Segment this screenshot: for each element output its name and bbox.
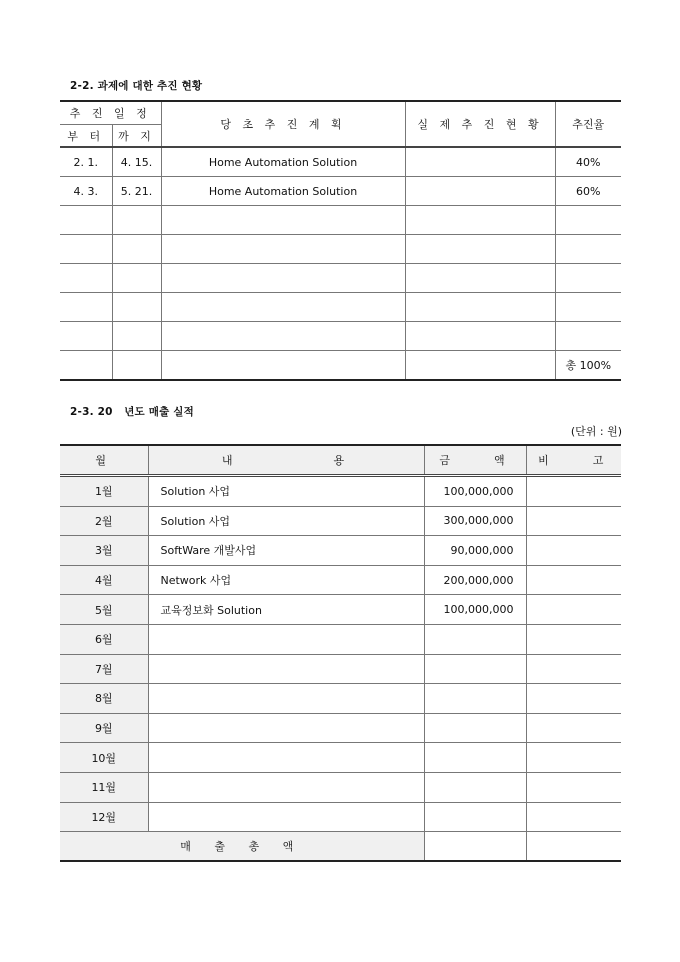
cell-to xyxy=(112,322,161,351)
total-amount xyxy=(424,832,526,862)
header-schedule: 추 진 일 정 xyxy=(60,101,161,125)
cell-content: 교육정보화 Solution xyxy=(148,595,424,625)
table-row xyxy=(60,147,621,177)
cell-amount xyxy=(424,654,526,684)
cell-content xyxy=(148,743,424,773)
cell-note xyxy=(526,536,621,566)
cell-content xyxy=(148,624,424,654)
cell-content xyxy=(148,772,424,802)
cell-month: 5월 xyxy=(60,595,148,625)
cell-from xyxy=(60,322,112,351)
cell-to xyxy=(112,235,161,264)
cell-note xyxy=(526,654,621,684)
cell-note xyxy=(526,772,621,802)
cell-amount xyxy=(424,743,526,773)
table-row xyxy=(60,476,621,507)
total-note xyxy=(526,832,621,862)
cell-rate xyxy=(555,235,621,264)
cell-amount xyxy=(424,713,526,743)
cell-from xyxy=(60,235,112,264)
cell-actual xyxy=(405,235,555,264)
cell-actual xyxy=(405,322,555,351)
cell-note xyxy=(526,595,621,625)
cell-month: 4월 xyxy=(60,565,148,595)
section-title-progress: 2-2. 과제에 대한 추진 현황 xyxy=(70,80,203,92)
cell-plan: Home Automation Solution xyxy=(161,177,405,206)
total-row xyxy=(60,832,621,862)
table-row xyxy=(60,235,621,264)
cell-amount: 100,000,000 xyxy=(424,476,526,507)
cell-month: 6월 xyxy=(60,624,148,654)
cell-plan xyxy=(161,351,405,381)
cell-rate xyxy=(555,293,621,322)
cell-actual xyxy=(405,147,555,177)
cell-from xyxy=(60,264,112,293)
cell-content xyxy=(148,713,424,743)
table-row xyxy=(60,565,621,595)
table-row xyxy=(60,595,621,625)
table-row xyxy=(60,713,621,743)
cell-note xyxy=(526,506,621,536)
cell-month: 9월 xyxy=(60,713,148,743)
cell-plan xyxy=(161,264,405,293)
cell-amount: 300,000,000 xyxy=(424,506,526,536)
cell-from xyxy=(60,293,112,322)
cell-amount xyxy=(424,684,526,714)
table-row xyxy=(60,654,621,684)
header-rate: 추진율 xyxy=(555,101,621,147)
header-from: 부 터 xyxy=(60,125,112,148)
cell-to xyxy=(112,351,161,381)
cell-amount: 90,000,000 xyxy=(424,536,526,566)
cell-amount xyxy=(424,802,526,832)
header-month: 월 xyxy=(60,445,148,476)
cell-content: Solution 사업 xyxy=(148,506,424,536)
cell-note xyxy=(526,802,621,832)
table-row xyxy=(60,177,621,206)
cell-to xyxy=(112,293,161,322)
cell-content xyxy=(148,654,424,684)
header-amount: 금 액 xyxy=(424,445,526,476)
cell-content: Solution 사업 xyxy=(148,476,424,507)
table-row xyxy=(60,802,621,832)
cell-month: 7월 xyxy=(60,654,148,684)
sales-table xyxy=(60,444,621,862)
cell-to: 4. 15. xyxy=(112,147,161,177)
cell-actual xyxy=(405,351,555,381)
table-row xyxy=(60,206,621,235)
cell-to: 5. 21. xyxy=(112,177,161,206)
cell-rate: 40% xyxy=(555,147,621,177)
cell-month: 12월 xyxy=(60,802,148,832)
cell-from xyxy=(60,351,112,381)
cell-amount: 100,000,000 xyxy=(424,595,526,625)
cell-actual xyxy=(405,293,555,322)
cell-actual xyxy=(405,206,555,235)
cell-rate xyxy=(555,206,621,235)
cell-actual xyxy=(405,264,555,293)
table-row xyxy=(60,506,621,536)
table-row xyxy=(60,624,621,654)
cell-note xyxy=(526,565,621,595)
unit-label: (단위 : 원) xyxy=(570,425,622,438)
table-row xyxy=(60,351,621,381)
total-label: 매 출 총 액 xyxy=(60,832,424,862)
cell-content: Network 사업 xyxy=(148,565,424,595)
cell-month: 2월 xyxy=(60,506,148,536)
cell-content: SoftWare 개발사업 xyxy=(148,536,424,566)
progress-table xyxy=(60,100,621,381)
header-to: 까 지 xyxy=(112,125,161,148)
cell-amount xyxy=(424,772,526,802)
table-row xyxy=(60,743,621,773)
table-row xyxy=(60,536,621,566)
cell-amount: 200,000,000 xyxy=(424,565,526,595)
cell-note xyxy=(526,476,621,507)
cell-month: 10월 xyxy=(60,743,148,773)
cell-to xyxy=(112,264,161,293)
cell-note xyxy=(526,743,621,773)
cell-month: 3월 xyxy=(60,536,148,566)
cell-note xyxy=(526,684,621,714)
cell-plan: Home Automation Solution xyxy=(161,147,405,177)
cell-month: 8월 xyxy=(60,684,148,714)
cell-plan xyxy=(161,235,405,264)
cell-from: 4. 3. xyxy=(60,177,112,206)
table-row xyxy=(60,684,621,714)
cell-plan xyxy=(161,322,405,351)
cell-rate xyxy=(555,264,621,293)
cell-note xyxy=(526,624,621,654)
table-row xyxy=(60,264,621,293)
cell-content xyxy=(148,684,424,714)
cell-month: 1월 xyxy=(60,476,148,507)
section-title-sales: 2-3. 20 년도 매출 실적 xyxy=(70,406,194,418)
cell-actual xyxy=(405,177,555,206)
cell-plan xyxy=(161,206,405,235)
cell-rate-total: 총 100% xyxy=(555,351,621,381)
header-note: 비 고 xyxy=(526,445,621,476)
cell-from: 2. 1. xyxy=(60,147,112,177)
cell-rate xyxy=(555,322,621,351)
cell-month: 11월 xyxy=(60,772,148,802)
cell-rate: 60% xyxy=(555,177,621,206)
header-actual: 실 제 추 진 현 황 xyxy=(405,101,555,147)
header-content: 내 용 xyxy=(148,445,424,476)
cell-from xyxy=(60,206,112,235)
table-row xyxy=(60,322,621,351)
cell-plan xyxy=(161,293,405,322)
table-row xyxy=(60,772,621,802)
cell-content xyxy=(148,802,424,832)
cell-note xyxy=(526,713,621,743)
header-plan: 당 초 추 진 계 획 xyxy=(161,101,405,147)
table-row xyxy=(60,293,621,322)
cell-to xyxy=(112,206,161,235)
cell-amount xyxy=(424,624,526,654)
